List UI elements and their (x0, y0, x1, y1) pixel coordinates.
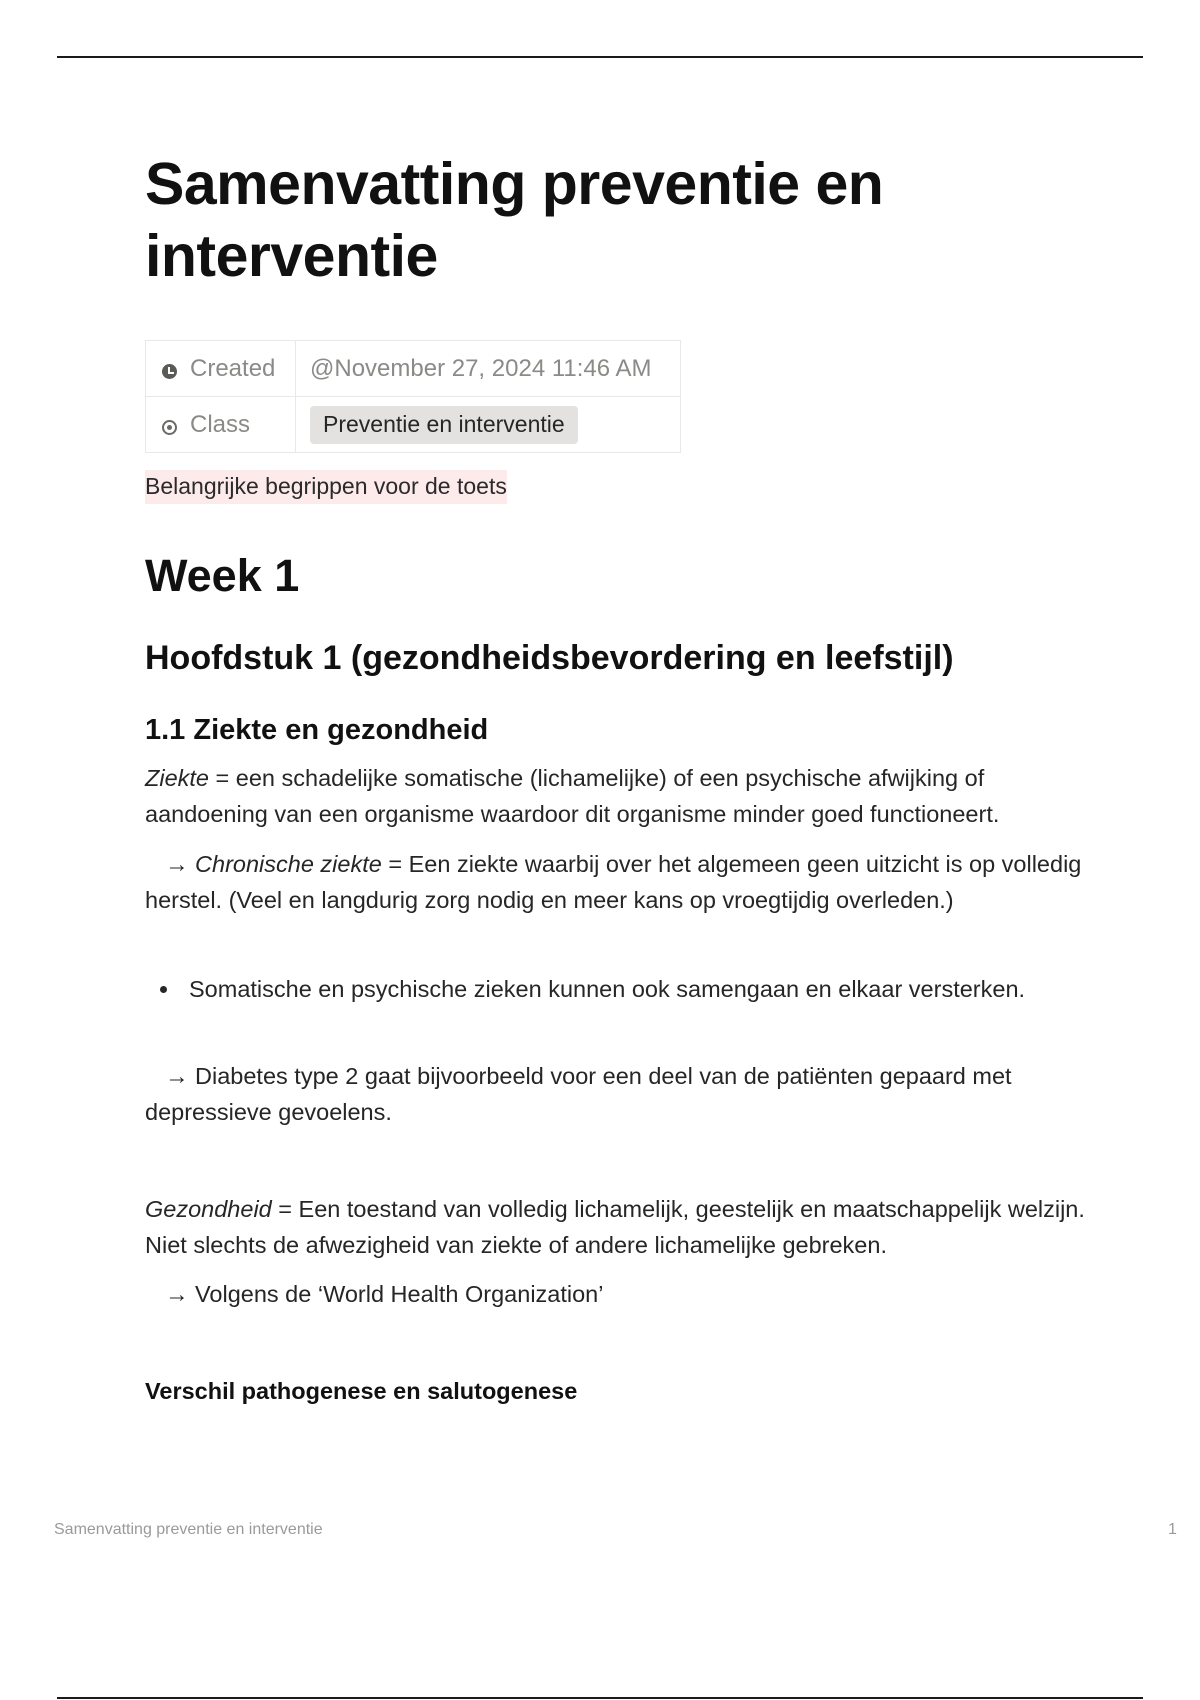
section-heading: 1.1 Ziekte en gezondheid (145, 714, 489, 746)
chapter-heading: Hoofdstuk 1 (gezondheidsbevordering en leefstijl) (145, 639, 954, 677)
property-value-created[interactable]: @November 27, 2024 11:46 AM (296, 341, 681, 397)
gezondheid-paragraph (145, 1191, 1085, 1263)
arrow-glyph: → (165, 851, 196, 877)
property-name-cell (146, 341, 296, 397)
properties-table (145, 340, 681, 453)
highlight-note: Belangrijke begrippen voor de toets (145, 470, 507, 504)
property-row-class (146, 397, 681, 453)
property-row-created (146, 341, 681, 397)
page-title: Samenvatting preventie en interventie (145, 151, 884, 289)
property-name-created: Created (190, 354, 276, 382)
top-rule (57, 56, 1143, 58)
week-heading: Week 1 (145, 550, 300, 601)
gezondheid-definition: = Een toestand van volledig lichamelijk, geestelijk en maatschappelijk welzijn. Niet slechts de afwezigheid van ziekte of andere lichamelijke gebreken. (145, 1196, 1085, 1258)
class-tag[interactable]: Preventie en interventie (310, 406, 578, 444)
property-value-class-cell[interactable] (296, 397, 681, 453)
property-name-cell (146, 397, 296, 453)
ziekte-term: Ziekte (145, 765, 209, 791)
page-number: 1 (1168, 1521, 1177, 1538)
gezondheid-term: Gezondheid (145, 1196, 272, 1222)
pathogenese-subheading: Verschil pathogenese en salutogenese (145, 1378, 578, 1404)
chronisch-paragraph (145, 846, 1085, 918)
clock-icon (162, 364, 177, 379)
chronisch-definition: = Een ziekte waarbij over het algemeen geen uitzicht is op volledig herstel. (Veel en langdurig zorg nodig en meer kans op vroegtijdig overleden.) (145, 851, 1082, 913)
ziekte-paragraph (145, 760, 1085, 832)
diabetes-paragraph: → Diabetes type 2 gaat bijvoorbeeld voor een deel van de patiënten gepaard met depressieve gevoelens. (145, 1063, 1012, 1125)
property-name-class: Class (190, 410, 251, 438)
bottom-rule (57, 1697, 1143, 1699)
chronisch-term: Chronische ziekte (195, 851, 382, 877)
footer-title: Samenvatting preventie en interventie (54, 1521, 323, 1538)
who-paragraph: → Volgens de ‘World Health Organization’ (165, 1281, 604, 1307)
ziekte-definition: = een schadelijke somatische (lichamelijke) of een psychische afwijking of aandoening van een organisme waardoor dit organisme minder goed functioneert. (145, 765, 1000, 827)
list-item (145, 971, 1085, 1007)
bullet-dot-icon (160, 986, 167, 993)
bullet-text: Somatische en psychische zieken kunnen ook samengaan en elkaar versterken. (189, 976, 1026, 1002)
select-icon (162, 420, 177, 435)
